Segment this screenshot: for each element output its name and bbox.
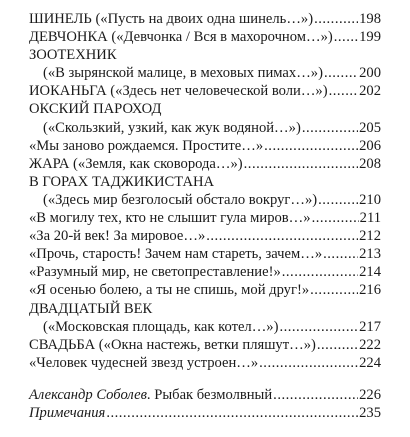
toc-author-name: Александр Соболев [29, 386, 147, 403]
toc-entry [29, 281, 381, 299]
table-of-contents [29, 10, 381, 422]
toc-section-heading [29, 300, 381, 318]
toc-page-number: 205 [359, 119, 381, 136]
toc-entry-text: («Скользкий, узкий, как жук водяной…») [43, 119, 301, 136]
toc-page-number: 224 [359, 354, 381, 371]
toc-entry-text: «Человек чудесней звезд устроен…» [29, 354, 259, 371]
toc-page-number: 199 [359, 29, 381, 46]
toc-dot-leader [323, 245, 358, 263]
toc-entry [29, 263, 381, 281]
toc-entry [29, 191, 381, 209]
toc-page-number: 200 [359, 65, 381, 82]
toc-section-heading [29, 100, 381, 118]
toc-page-number: 222 [359, 336, 381, 353]
toc-entry-text: ИОКАНЬГА («Здесь нет человеческой воли…») [29, 83, 328, 100]
toc-entry [29, 137, 381, 155]
toc-entry [29, 28, 381, 46]
toc-dot-leader [264, 137, 358, 155]
toc-dot-leader [259, 354, 358, 372]
toc-entry [29, 336, 381, 354]
toc-page-number: 206 [359, 137, 381, 154]
toc-dot-leader [244, 155, 358, 173]
toc-page-number: 202 [359, 83, 381, 100]
toc-page-number: 212 [359, 228, 381, 245]
toc-entry [29, 209, 381, 227]
toc-entry [29, 245, 381, 263]
toc-entry [29, 119, 381, 137]
toc-dot-leader [310, 281, 358, 299]
toc-page-number: 217 [359, 318, 381, 335]
toc-work-title: . Рыбак безмолвный [146, 386, 273, 403]
toc-entry-text: ДЕВЧОНКА («Девчонка / Вся в махорочном…») [29, 29, 333, 46]
toc-dot-leader [314, 10, 358, 28]
toc-entry-text: ДВАДЦАТЫЙ ВЕК [29, 300, 153, 317]
toc-page-number: 211 [359, 210, 381, 227]
toc-dot-leader [318, 191, 358, 209]
toc-entry-text: «За 20-й век! За мировое…» [29, 228, 206, 245]
toc-dot-leader [312, 209, 359, 227]
toc-dot-leader [317, 336, 358, 354]
toc-entry-text: СВАДЬБА («Окна настежь, ветки пляшут…») [29, 336, 316, 353]
toc-entry-text: «Прочь, старость! Зачем нам стареть, зачем…» [29, 246, 323, 263]
toc-entry-text: В ГОРАХ ТАДЖИКИСТАНА [29, 173, 215, 190]
toc-entry [29, 318, 381, 336]
toc-page-number: 235 [359, 404, 381, 421]
toc-entry-text: («Московская площадь, как котел…») [43, 318, 279, 335]
toc-entry [29, 354, 381, 372]
toc-dot-leader [334, 28, 358, 46]
toc-entry-text: («В зырянской малице, в меховых пимах…») [43, 65, 323, 82]
toc-section-heading [29, 46, 381, 64]
toc-entry [29, 82, 381, 100]
toc-entry-text: ШИНЕЛЬ («Пусть на двоих одна шинель…») [29, 11, 314, 27]
toc-list [29, 10, 381, 372]
toc-dot-leader [302, 119, 358, 137]
toc-dot-leader [279, 318, 358, 336]
toc-dot-leader [282, 263, 358, 281]
toc-dot-leader [329, 82, 359, 100]
toc-dot-leader [273, 386, 358, 404]
toc-entry-text [29, 386, 272, 404]
toc-page-number: 214 [359, 264, 381, 281]
toc-page-number: 198 [359, 11, 381, 27]
toc-entry [29, 10, 381, 28]
toc-entry-text: ЖАРА («Земля, как сковорода…») [29, 155, 243, 172]
toc-entry-appendix-author [29, 386, 381, 404]
toc-entry-text: («Здесь мир безголосый обстало вокруг…») [43, 191, 318, 208]
toc-entry-text: ЗООТЕХНИК [29, 47, 117, 64]
toc-page-number: 208 [359, 155, 381, 172]
toc-entry-text: «В могилу тех, кто не слышит гула миров…» [29, 210, 311, 227]
toc-entry-text: «Я осенью болею, а ты не спишь, мой друг!» [29, 282, 310, 299]
toc-entry [29, 227, 381, 245]
toc-entry-text: ОКСКИЙ ПАРОХОД [29, 101, 162, 118]
toc-entry [29, 64, 381, 82]
toc-page-number: 216 [359, 282, 381, 299]
toc-entry-text: «Разумный мир, не светопреставление!» [29, 264, 281, 281]
toc-dot-leader [324, 64, 358, 82]
toc-page-number: 213 [359, 246, 381, 263]
toc-dot-leader [206, 227, 358, 245]
toc-dot-leader [106, 404, 358, 422]
toc-entry-text: «Мы заново рождаемся. Простите…» [29, 137, 264, 154]
toc-entry-text: Примечания [29, 404, 106, 421]
toc-entry-notes [29, 404, 381, 422]
toc-entry [29, 155, 381, 173]
toc-section-heading [29, 173, 381, 191]
toc-page-number: 210 [359, 191, 381, 208]
toc-page-number: 226 [359, 386, 381, 403]
